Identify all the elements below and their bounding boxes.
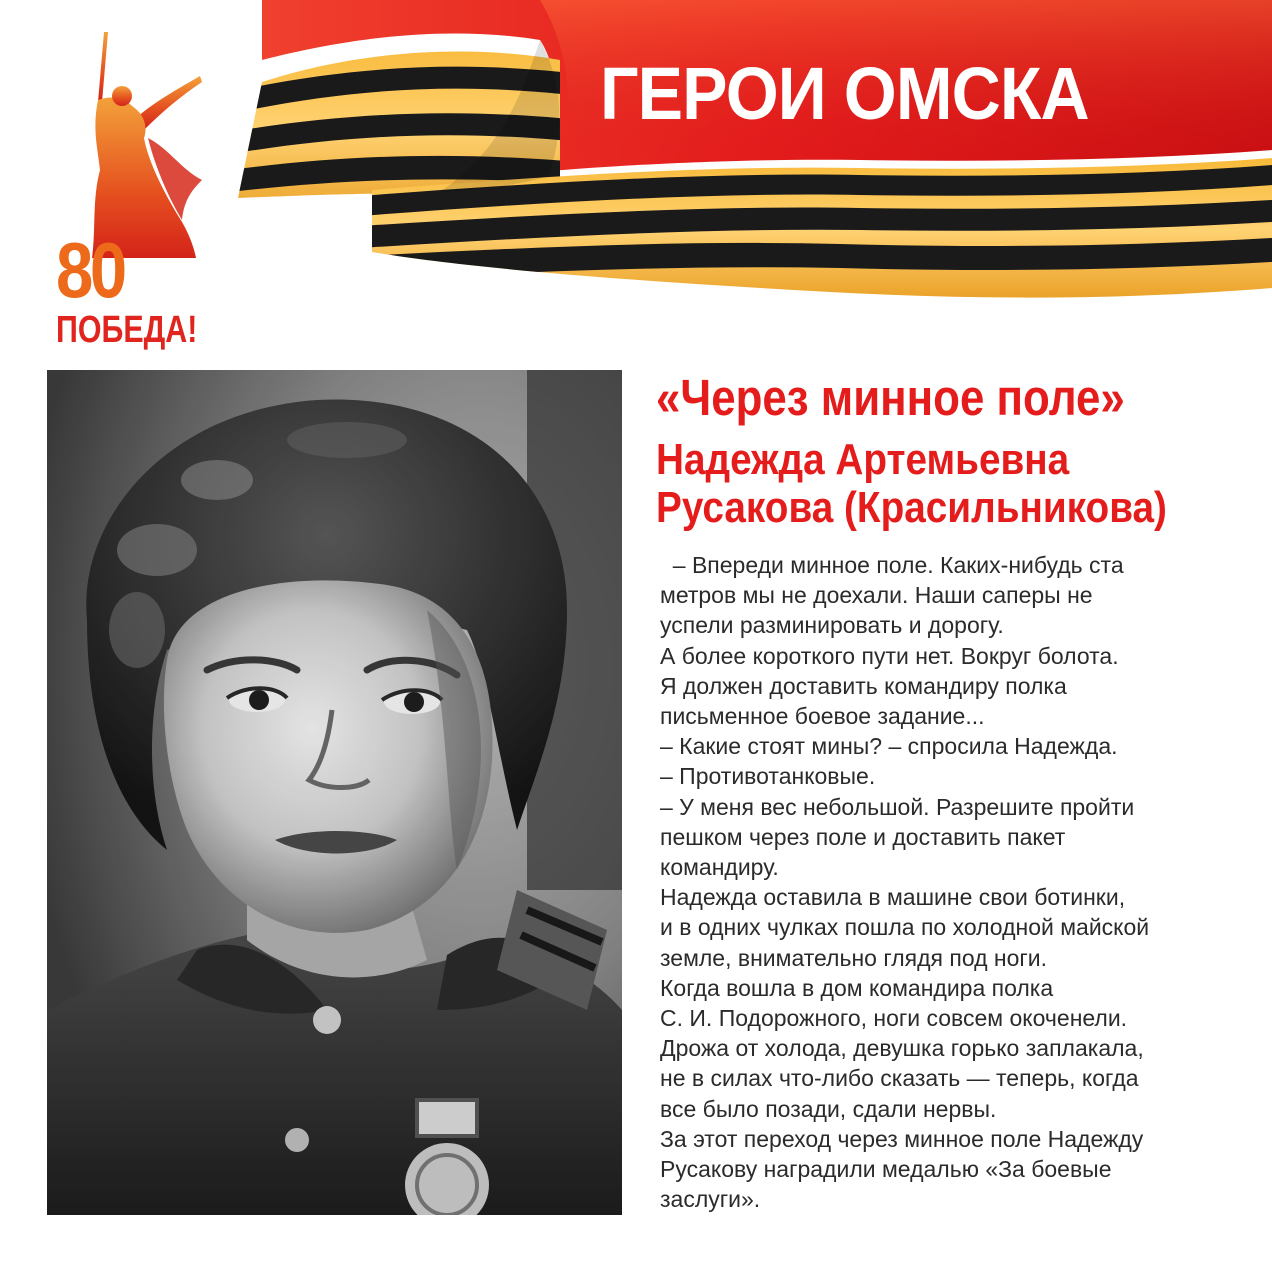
emblem-caption: ПОБЕДА! — [56, 309, 198, 351]
story-line: и в одних чулках пошла по холодной майской — [660, 914, 1150, 941]
story-line: земле, внимательно глядя под ноги. — [660, 944, 1048, 971]
story-line: – Какие стоят мины? – спросила Надежда. — [660, 733, 1118, 760]
story-line: С. И. Подорожного, ноги совсем окоченели. — [660, 1005, 1128, 1032]
story-line: заслуги». — [660, 1186, 761, 1213]
story-title: «Через минное поле» — [656, 369, 1125, 426]
banner-title: ГЕРОИ ОМСКА — [600, 52, 1089, 135]
story-line: Когда вошла в дом командира полка — [660, 974, 1054, 1001]
story-text — [660, 550, 1246, 1214]
story-line: метров мы не доехали. Наши саперы не — [660, 582, 1093, 609]
story-line: Надежда оставила в машине свои ботинки, — [660, 884, 1126, 911]
story-line: – Противотанковые. — [660, 763, 876, 790]
hero-name-line: Надежда Артемьевна — [656, 435, 1070, 484]
story-section — [656, 368, 1246, 1214]
story-line: письменное боевое задание... — [660, 703, 985, 730]
story-line: – Впереди минное поле. Каких-нибудь ста — [660, 552, 1124, 578]
portrait-illustration — [47, 370, 622, 1215]
story-line: успели разминировать и дорогу. — [660, 612, 1004, 639]
story-line: пешком через поле и доставить пакет — [660, 823, 1066, 850]
hero-name-line: Русакова (Красильникова) — [656, 483, 1167, 532]
story-line: – У меня вес небольшой. Разрешите пройти — [660, 793, 1135, 820]
story-line: За этот переход через минное поле Надежду — [660, 1125, 1144, 1152]
story-line: Русакову наградили медалью «За боевые — [660, 1156, 1112, 1183]
story-line: не в силах что-либо сказать — теперь, когда — [660, 1065, 1139, 1092]
story-line: Дрожа от холода, девушка горько заплакала, — [660, 1035, 1144, 1062]
emblem-number: 80 — [56, 226, 124, 314]
portrait-photo — [47, 370, 622, 1215]
story-line: командиру. — [660, 854, 779, 881]
hero-name — [656, 436, 1175, 532]
story-line: все было позади, сдали нервы. — [660, 1095, 997, 1122]
victory-emblem — [52, 30, 212, 351]
story-line: А более короткого пути нет. Вокруг болота. — [660, 642, 1119, 669]
story-line: Я должен доставить командиру полка — [660, 672, 1067, 699]
